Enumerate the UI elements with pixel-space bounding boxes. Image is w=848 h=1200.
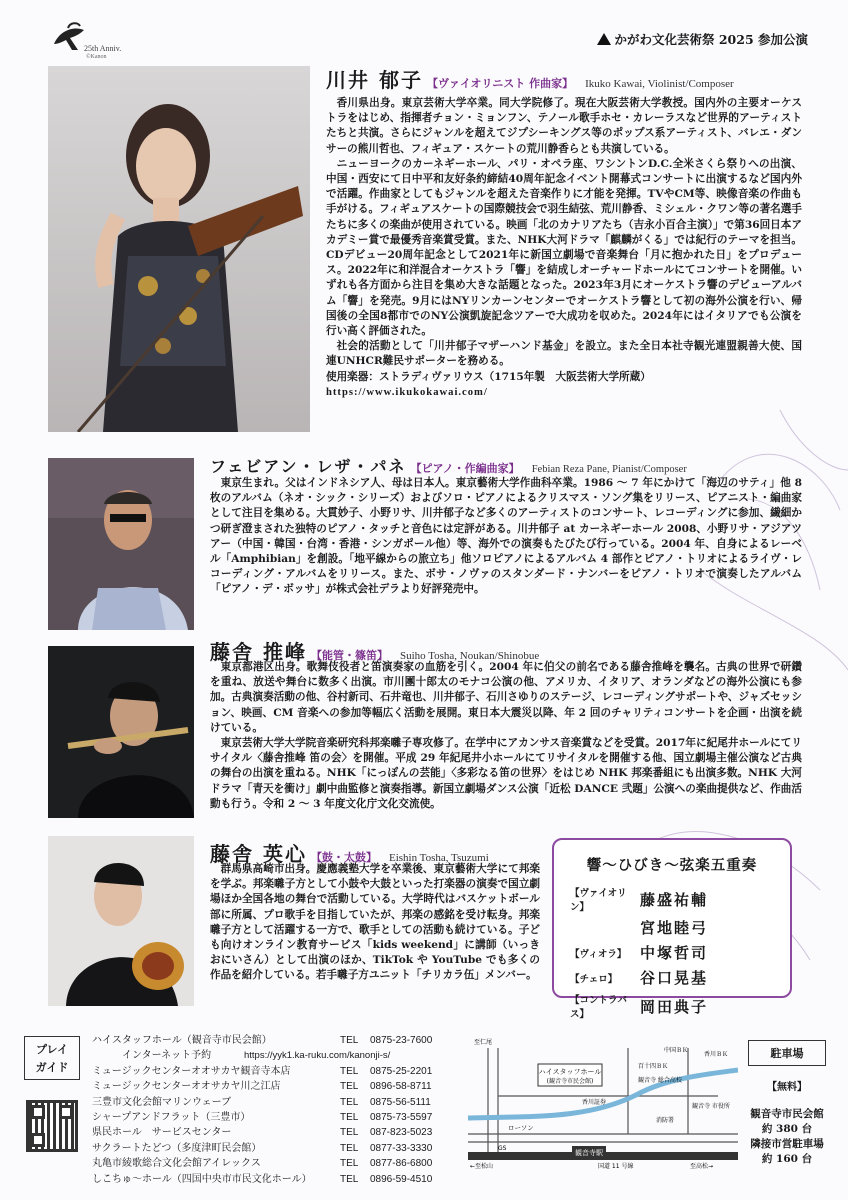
bio-paragraph: 香川県出身。東京芸術大学卒業。同大学院修了。現在大阪芸術大学教授。国内外の主要オーケストラをはじめ、指揮者チョン・ミョンフン、テノール歌手ホセ・カレーラスなど世界的アーティストたちと共演。さらにジャンルを超えてジプシーキングス等のポップス系アーティスト、バレエ・ダンサーの熊川哲也、フィギュア・スケートの荒川静香らとも共演している。 (326, 97, 802, 155)
play-guide-tag-line1: プレイ (35, 1043, 68, 1056)
map-label-lawson: ローソン (508, 1124, 534, 1132)
map-label-shobo: 消防署 (656, 1117, 675, 1124)
bio-paragraph: 群馬県高崎市出身。慶應義塾大学を卒業後、東京藝術大学にて邦楽を学ぶ。邦楽囃子方として小鼓や大鼓といった打楽器の演奏で国立劇場ほか全国各地の舞台で活動している。大学時代はバスケットボール部に所属、プロ歌手を目指していたが、邦楽の感銘を受け転身。邦楽囃子方として活躍する一方で、歌手としての活動も続けている。子ども向けオンライン教育サービス「kids weekend」に講師（いっきおにいさん）として出演のほか、TikTok や YouTube でも多くの作品を紹介している。若手囃子方ユニット「チリカラ伍」メンバー。 (210, 863, 540, 982)
logo-sub: ©Kanon (86, 54, 107, 60)
parking-line: 隣接市営駐車場 (750, 1138, 824, 1150)
bio-paragraph: 東京芸術大学大学院音楽研究科邦楽囃子専攻修了。在学中にアカンサス音楽賞などを受賞。2017年に紀尾井ホールにてリサイタル〈藤舎推峰 笛の会〉を開催。平成 29 年紀尾井小ホールにてリサイタルを開催する他、国立劇場主催公演など古典の舞台の出演を重ねる。NHK「にっぽんの芸能」〈多彩なる笛の世界〉をはじめ NHK 邦楽番組にも出演多数。NHK 大河ドラマ「青天を衝け」劇中曲監修と演奏指導。新国立劇場ダンス公演「近松 DANCE 弐題」公演への楽曲提供など、作曲活動も行う。令和 2 ～ 3 年度文化庁文化交流使。 (210, 737, 802, 810)
performer-2-name: フェビアン・レザ・パネ (210, 457, 407, 476)
outlet-row (92, 1156, 432, 1171)
quintet-member (570, 917, 790, 938)
map-label-zhijin: 至仁尾 (474, 1039, 493, 1046)
quintet-member (570, 942, 790, 963)
map-label-kagawa: 香川ＢＫ (704, 1051, 729, 1058)
performer-3-role: 【能管・篠笛】 (310, 649, 388, 662)
quintet-title: 響～ひびき～弦楽五重奏 (586, 857, 758, 874)
outlet-row (92, 1033, 432, 1048)
outlet-row (92, 1095, 432, 1110)
map-label-sogo: 観音寺 総合高校 (638, 1077, 682, 1084)
quintet-member-name: 谷口晃基 (640, 969, 709, 987)
online-booking-url[interactable]: https://yyk1.ka-ruku.com/kanonji-s/ (244, 1050, 391, 1062)
outlet-tel[interactable]: 0877-33-3330 (370, 1142, 433, 1154)
parking-free: 【無料】 (767, 1082, 807, 1093)
parking-tag: 駐車場 (748, 1040, 826, 1066)
quintet-box (552, 838, 792, 1020)
outlet-row (92, 1141, 432, 1156)
performer-4-name: 藤舎 英心 (210, 842, 307, 866)
bio-paragraph: 社会的活動として「川井郁子マザーハンド基金」を設立。また全日本社寺観光連盟親善大使、国連UNHCR難民サポーターを務める。 (326, 340, 802, 368)
tel-label: TEL (340, 1065, 359, 1077)
performer-1-bio (326, 96, 802, 400)
parking-line: 約 160 台 (761, 1153, 813, 1165)
quintet-member-name: 岡田典子 (640, 997, 709, 1016)
outlet-tel[interactable]: 0877-86-6800 (370, 1158, 433, 1170)
map-label-gs: GS (498, 1145, 507, 1152)
online-booking-row (92, 1048, 432, 1063)
performer-2-bio (210, 476, 802, 598)
performer-1-role-en: Ikuko Kawai, Violinist/Composer (585, 78, 734, 90)
bio-paragraph: 東京都港区出身。歌舞伎役者と笛演奏家の血筋を引く。2004 年に伯父の前名である藤舎推峰を襲名。古典の世界で研鑽を重ね、放送や舞台に数多く出演。市川團十郎太のモナコ公演の他、アメリカ、イタリア、オランダなどの海外公演にも参加。古典演奏活動の他、谷村新司、石井竜也、川井郁子、石川さゆりのステージ、レコーディングサポートや、ジャズセッション、映画、CM 音楽への参加等幅広く活動を展開。東日本大震災以降、年 2 回のチャリティコンサートを企画・出演を続けている。 (210, 661, 802, 734)
outlet-name: 三豊市文化会館マリンウェーブ (92, 1096, 232, 1108)
performer-1-name: 川井 郁子 (326, 68, 423, 92)
outlet-name: 県民ホール サービスセンター (92, 1127, 232, 1139)
outlet-name: 丸亀市綾歌総合文化会館アイレックス (92, 1158, 261, 1170)
quintet-member (570, 992, 790, 1020)
photo-febian-reza-pane (48, 458, 194, 630)
outlet-name: サクラートたどつ（多度津町民会館） (92, 1142, 262, 1154)
map-label-shiyakusho: 観音寺 市役所 (692, 1103, 730, 1110)
outlet-tel[interactable]: 0875-25-2201 (370, 1065, 433, 1077)
outlet-tel[interactable]: 0896-59-4510 (370, 1173, 433, 1185)
outlet-tel[interactable]: 0875-23-7600 (370, 1035, 433, 1046)
photo-ikuko-kawai (48, 66, 310, 432)
outlet-row (92, 1079, 432, 1094)
outlet-tel[interactable]: 0875-73-5597 (370, 1112, 433, 1124)
festival-title: かがわ文化芸術祭 2025 参加公演 (614, 32, 808, 47)
map-label-route11: 国道 11 号線 (598, 1163, 634, 1170)
parking-line: 観音寺市民会館 (750, 1108, 824, 1120)
outlet-row (92, 1125, 432, 1140)
map-label-matsuyama: ←至松山 (470, 1163, 494, 1170)
performer-1-heading (326, 64, 734, 93)
play-guide-tag-line2: ガイド (35, 1061, 69, 1074)
festival-logo (50, 20, 130, 62)
quintet-member-role: 【チェロ】 (570, 973, 618, 985)
tel-label: TEL (340, 1158, 359, 1170)
map-label-station: 観音寺駅 (575, 1149, 603, 1157)
outlet-name: シャープアンドフラット（三豊市） (92, 1112, 251, 1124)
quintet-member-name: 宮地睦弓 (640, 919, 709, 937)
festival-mark-icon (597, 33, 611, 45)
map-label-hyakujyushi: 百十四ＢＫ (638, 1063, 669, 1070)
tel-label: TEL (340, 1035, 359, 1046)
performer-4-role-en: Eishin Tosha, Tsuzumi (388, 852, 489, 864)
quintet-member-name: 藤盛祐輔 (640, 890, 709, 909)
tel-label: TEL (340, 1112, 359, 1124)
outlet-name: しこちゅ～ホール（四国中央市市民文化ホール） (92, 1173, 312, 1185)
performer-3-role-en: Suiho Tosha, Noukan/Shinobue (399, 650, 540, 662)
map-label-hall-sub: (観音寺市民会館) (546, 1078, 594, 1085)
outlet-name: ミュージックセンターオオサカヤ川之江店 (92, 1081, 281, 1093)
bio-paragraph: ニューヨークのカーネギーホール、パリ・オペラ座、ワシントンD.C.全米さくら祭りへの出演、中国・西安にて日中平和友好条約締結40周年記念イベント開幕式コンサートに出演するなど国内外で活躍。作曲家としてもジャンルを超えた音楽作りに才能を発揮。TVやCM等、映像音楽の作曲も手がける。フィギュアスケートの国際競技会で羽生結弦、荒川静香、ミシェル・クワン等の著名選手たちに多くの楽曲が使用されている。映画「北のカナリアたち（吉永小百合主演）」で第36回日本アカデミー賞で最優秀音楽賞受賞。また、NHK大河ドラマ「麒麟がくる」では紀行のテーマを担当。CDデビュー20周年記念として2021年に新国立劇場で音楽舞台「月に抱かれた日」をプロデュース。2022年に和洋混合オーケストラ「響」を結成しオーチャードホールにてコンサートを開催。いずれも各方面から注目を集め大きな話題となった。2023年3月にオーケストラ響のデビューアルバム「響」を発売。9月にはNYリンカーンセンターでオーケストラ響として初の海外公演を行い、帰国後の全国8都市でのNY公演凱旋記念ツアーで大成功を収めた。2024年にはイタリアでも公演を行い高く評価された。 (326, 157, 802, 338)
map-label-hall: ハイスタッフホール (538, 1068, 602, 1076)
instrument-note: 使用楽器：ストラディヴァリウス（1715年製 大阪芸術大学所蔵） (326, 370, 651, 383)
tel-label: TEL (340, 1081, 359, 1093)
outlet-row (92, 1110, 432, 1125)
outlet-tel[interactable]: 0896-58-8711 (370, 1081, 432, 1093)
outlet-row (92, 1064, 432, 1079)
website-link[interactable]: https://www.ikukokawai.com/ (326, 386, 488, 398)
outlet-name: ミュージックセンターオオサカヤ観音寺本店 (92, 1065, 291, 1077)
performer-1-role: 【ヴァイオリニスト 作曲家】 (426, 77, 574, 90)
outlet-tel[interactable]: 087-823-5023 (370, 1127, 433, 1139)
bio-paragraph: 東京生まれ。父はインドネシア人、母は日本人。東京藝術大学作曲科卒業。1986 ～ 7 年にかけて「海辺のサティ」他 8 枚のアルバム（ネオ・シック・シリーズ）およびソロ・ピアノによるクリスマス・ソング集をリリース、ピアニスト・編曲家として注目を集める。大貫妙子、小野リサ、川井郁子など多くのアーティストのコンサート、レコーディングに参加、繊細かつ研ぎ澄まされた独特のピアノ・タッチと音色には定評がある。川井郁子 at カーネギーホール 2008、小野リサ・アジアツアー（中国・韓国・台湾・香港・シンガポール他）等、海外での演奏もたびたび行っている。2004 年、自身によるレーベル「Amphibian」を創設。「地平線からの旅立ち」他ソロピアノによるアルバム 4 部作とピアノ・トリオによるライヴ・レコーディング・アルバムをリリース。また、ボサ・ノヴァのスタンダード・ナンバーをピアノ・トリオで演奏したアルバム「ピアノ・デ・ボッサ」が株式会社デラより好評発売中。 (210, 477, 802, 596)
outlet-tel[interactable]: 0875-56-5111 (370, 1096, 431, 1108)
outlet-name: ハイスタッフホール（観音寺市民会館） (92, 1035, 272, 1046)
quintet-member (570, 967, 790, 988)
online-booking-label: インターネット予約 (122, 1050, 212, 1062)
quintet-member-role: 【コントラバス】 (570, 995, 628, 1020)
quintet-member-role: 【ヴィオラ】 (570, 948, 627, 960)
tel-label: TEL (340, 1142, 359, 1154)
outlet-row (92, 1172, 432, 1187)
performer-3-name: 藤舎 推峰 (210, 640, 307, 664)
performer-2-role: 【ピアノ・作編曲家】 (410, 462, 520, 475)
quintet-member-name: 中塚哲司 (640, 944, 709, 962)
map-label-cyugoku: 中国ＢＫ (664, 1047, 689, 1054)
parking-line: 約 380 台 (761, 1123, 813, 1135)
access-map (468, 1034, 738, 1170)
parking-info (742, 1040, 832, 1167)
photo-suiho-tosha (48, 646, 194, 818)
tel-label: TEL (340, 1173, 359, 1185)
play-guide-list (92, 1033, 432, 1187)
tel-label: TEL (340, 1127, 359, 1139)
performer-4-role: 【鼓・太鼓】 (310, 851, 377, 864)
logo-caption: 25th Anniv. (84, 44, 122, 53)
performer-4-bio (210, 862, 540, 984)
quintet-member-role: 【ヴァイオリン】 (570, 888, 627, 913)
performer-2-heading (210, 454, 687, 477)
festival-header (597, 30, 809, 48)
performer-3-bio (210, 660, 802, 812)
photo-eishin-tosha (48, 836, 194, 1006)
qr-code[interactable] (26, 1100, 78, 1152)
play-guide-tag (24, 1036, 80, 1080)
performer-2-role-en: Febian Reza Pane, Pianist/Composer (531, 464, 687, 475)
map-label-takamatsu: 至高松→ (690, 1163, 714, 1170)
tel-label: TEL (340, 1096, 359, 1108)
quintet-member (570, 885, 790, 913)
map-label-kagawa-shoken: 香川証券 (582, 1099, 607, 1106)
